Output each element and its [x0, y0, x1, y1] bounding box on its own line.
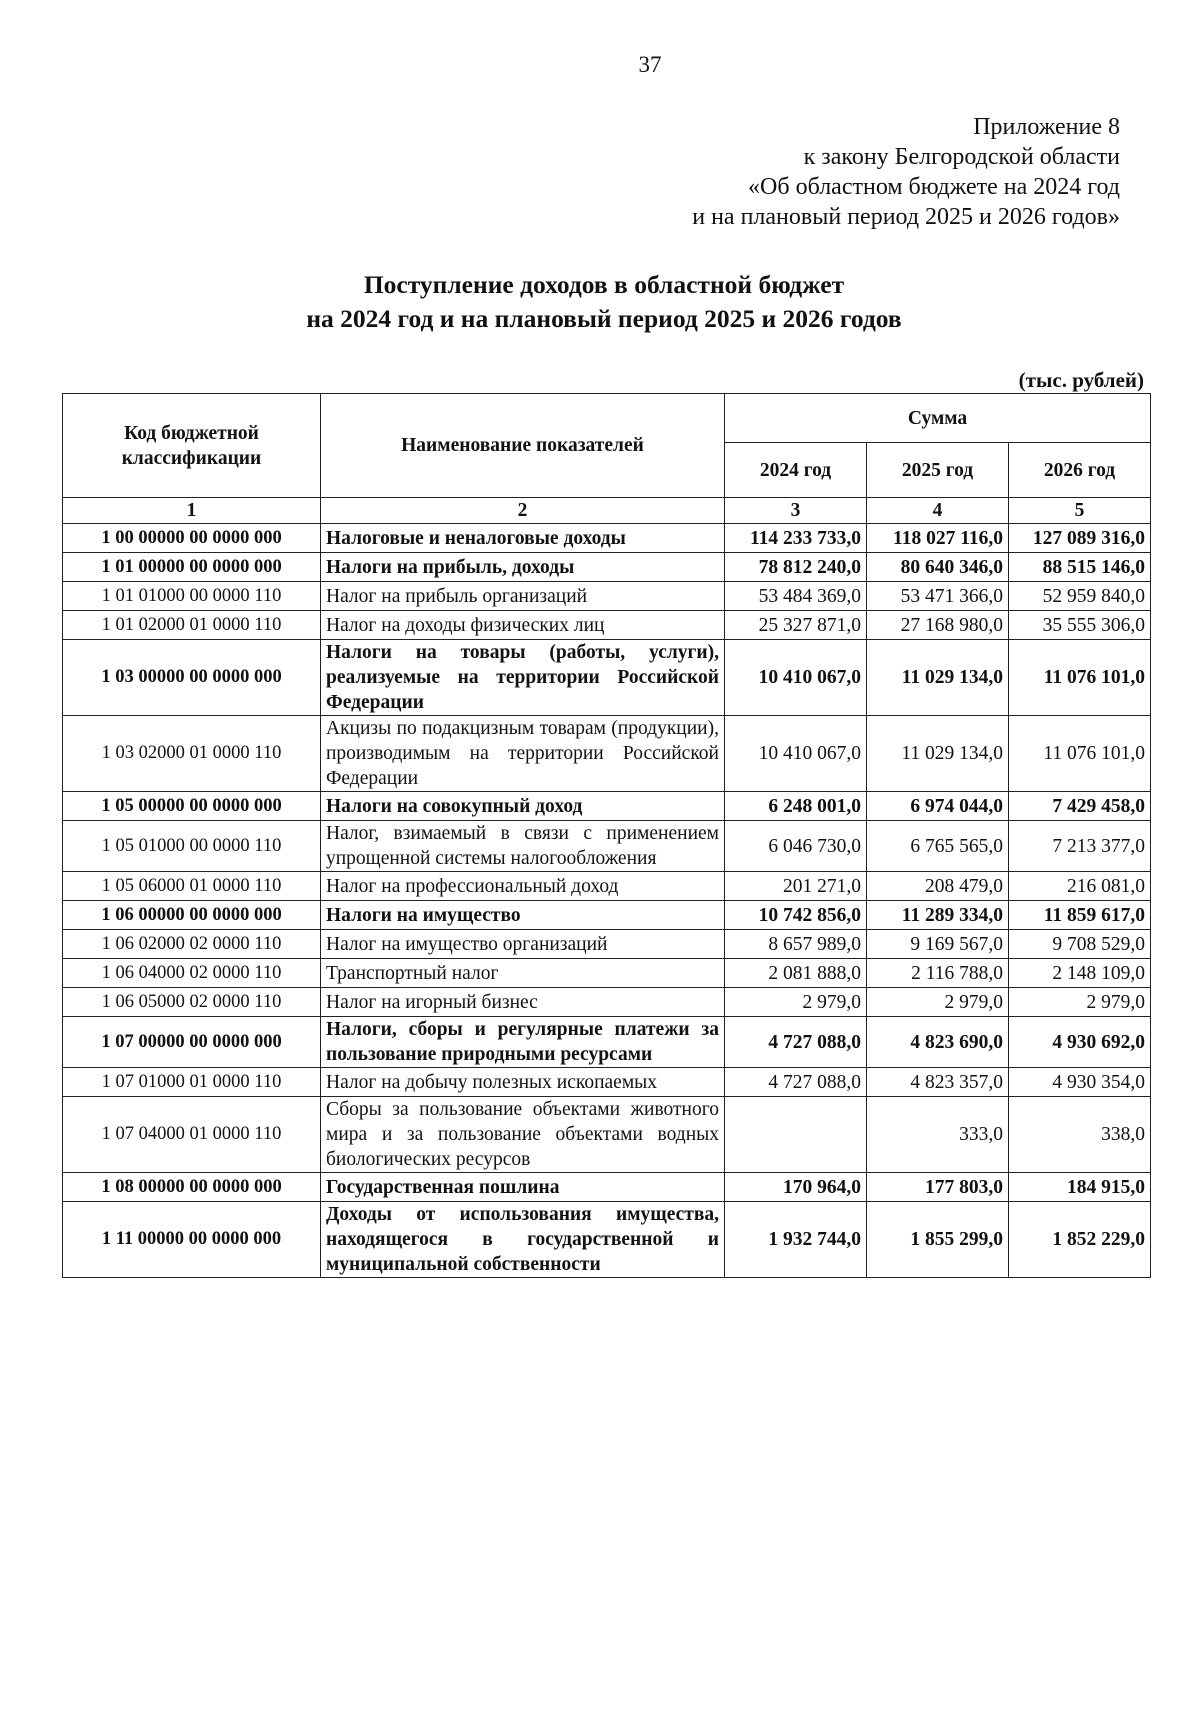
- row-name-cell: Налоги, сборы и регулярные платежи за пользование природными ресурсами: [321, 1017, 725, 1068]
- row-value-2024: 6 046 730,0: [725, 821, 867, 872]
- row-value-2026: 7 213 377,0: [1009, 821, 1151, 872]
- row-code-cell: 1 05 00000 00 0000 000: [63, 792, 321, 821]
- header-year-2024: 2024 год: [725, 443, 867, 498]
- row-code-cell: 1 06 02000 02 0000 110: [63, 930, 321, 959]
- row-value-2024: 114 233 733,0: [725, 524, 867, 553]
- column-number: 5: [1009, 498, 1151, 524]
- row-name-cell: Налоги на товары (работы, услуги), реализуемые на территории Российской Федерации: [321, 640, 725, 716]
- header-code: Код бюджетной классификации: [63, 394, 321, 498]
- row-value-2024: 170 964,0: [725, 1173, 867, 1202]
- row-value-2026: 11 076 101,0: [1009, 716, 1151, 792]
- row-value-2024: 8 657 989,0: [725, 930, 867, 959]
- row-value-2024: 10 742 856,0: [725, 901, 867, 930]
- row-name-cell: Налоги на прибыль, доходы: [321, 553, 725, 582]
- appendix-line: и на плановый период 2025 и 2026 годов»: [692, 204, 1120, 230]
- revenue-table: [62, 393, 1151, 1278]
- table-row: [63, 1068, 1151, 1097]
- row-code-cell: 1 03 00000 00 0000 000: [63, 640, 321, 716]
- row-value-2024: 2 081 888,0: [725, 959, 867, 988]
- row-name-cell: Налоговые и неналоговые доходы: [321, 524, 725, 553]
- row-value-2026: 52 959 840,0: [1009, 582, 1151, 611]
- row-code-cell: 1 08 00000 00 0000 000: [63, 1173, 321, 1202]
- row-name-cell: Налог на имущество организаций: [321, 930, 725, 959]
- row-code-cell: 1 00 00000 00 0000 000: [63, 524, 321, 553]
- row-value-2026: 4 930 354,0: [1009, 1068, 1151, 1097]
- row-value-2026: 216 081,0: [1009, 872, 1151, 901]
- row-name-cell: Налоги на совокупный доход: [321, 792, 725, 821]
- column-number: 4: [867, 498, 1009, 524]
- row-value-2025: 118 027 116,0: [867, 524, 1009, 553]
- row-name-cell: Налог на профессиональный доход: [321, 872, 725, 901]
- row-value-2025: 11 029 134,0: [867, 640, 1009, 716]
- row-name-cell: Налог на добычу полезных ископаемых: [321, 1068, 725, 1097]
- row-name-cell: Налог на доходы физических лиц: [321, 611, 725, 640]
- row-name-cell: Государственная пошлина: [321, 1173, 725, 1202]
- row-value-2024: 10 410 067,0: [725, 640, 867, 716]
- row-name-cell: Сборы за пользование объектами животного мира и за пользование объектами водных биологических ресурсов: [321, 1097, 725, 1173]
- column-numbers-row: [63, 498, 1151, 524]
- header-name: Наименование показателей: [321, 394, 725, 498]
- row-name-cell: Доходы от использования имущества, находящегося в государственной и муниципальной собственности: [321, 1202, 725, 1278]
- row-name-cell: Акцизы по подакцизным товарам (продукции), производимым на территории Российской Федерации: [321, 716, 725, 792]
- table-row: [63, 988, 1151, 1017]
- row-value-2025: 4 823 357,0: [867, 1068, 1009, 1097]
- row-value-2024: 25 327 871,0: [725, 611, 867, 640]
- table-row: [63, 1202, 1151, 1278]
- row-value-2025: 177 803,0: [867, 1173, 1009, 1202]
- row-value-2026: 1 852 229,0: [1009, 1202, 1151, 1278]
- row-value-2024: 4 727 088,0: [725, 1068, 867, 1097]
- row-name-cell: Налог, взимаемый в связи с применением упрощенной системы налогообложения: [321, 821, 725, 872]
- table-row: [63, 901, 1151, 930]
- row-value-2026: 4 930 692,0: [1009, 1017, 1151, 1068]
- row-value-2025: 11 289 334,0: [867, 901, 1009, 930]
- row-value-2024: 10 410 067,0: [725, 716, 867, 792]
- table-row: [63, 1173, 1151, 1202]
- row-code-cell: 1 01 01000 00 0000 110: [63, 582, 321, 611]
- row-name-cell: Налог на игорный бизнес: [321, 988, 725, 1017]
- row-code-cell: 1 06 05000 02 0000 110: [63, 988, 321, 1017]
- document-title: [62, 268, 1146, 336]
- header-sum: Сумма: [725, 394, 1151, 443]
- row-value-2025: 27 168 980,0: [867, 611, 1009, 640]
- row-value-2026: 35 555 306,0: [1009, 611, 1151, 640]
- title-line: Поступление доходов в областной бюджет: [363, 270, 845, 299]
- table-row: [63, 959, 1151, 988]
- row-code-cell: 1 06 00000 00 0000 000: [63, 901, 321, 930]
- row-value-2024: 1 932 744,0: [725, 1202, 867, 1278]
- row-code-cell: 1 01 00000 00 0000 000: [63, 553, 321, 582]
- row-value-2025: 1 855 299,0: [867, 1202, 1009, 1278]
- header-year-2025: 2025 год: [867, 443, 1009, 498]
- row-value-2025: 9 169 567,0: [867, 930, 1009, 959]
- appendix-line: к закону Белгородской области: [803, 144, 1120, 170]
- table-row: [63, 1017, 1151, 1068]
- row-value-2024: 4 727 088,0: [725, 1017, 867, 1068]
- appendix-header: [692, 112, 1120, 232]
- row-value-2026: 11 076 101,0: [1009, 640, 1151, 716]
- table-row: [63, 553, 1151, 582]
- table-row: [63, 872, 1151, 901]
- row-value-2025: 6 974 044,0: [867, 792, 1009, 821]
- row-code-cell: 1 07 04000 01 0000 110: [63, 1097, 321, 1173]
- row-code-cell: 1 03 02000 01 0000 110: [63, 716, 321, 792]
- row-value-2024: 2 979,0: [725, 988, 867, 1017]
- row-code-cell: 1 07 00000 00 0000 000: [63, 1017, 321, 1068]
- column-number: 2: [321, 498, 725, 524]
- row-value-2025: 4 823 690,0: [867, 1017, 1009, 1068]
- row-code-cell: 1 05 06000 01 0000 110: [63, 872, 321, 901]
- row-name-cell: Транспортный налог: [321, 959, 725, 988]
- row-value-2025: 6 765 565,0: [867, 821, 1009, 872]
- table-row: [63, 930, 1151, 959]
- row-value-2025: 333,0: [867, 1097, 1009, 1173]
- row-value-2026: 11 859 617,0: [1009, 901, 1151, 930]
- row-value-2026: 2 148 109,0: [1009, 959, 1151, 988]
- row-value-2024: 78 812 240,0: [725, 553, 867, 582]
- units-label: (тыс. рублей): [1018, 368, 1144, 392]
- row-value-2026: 9 708 529,0: [1009, 930, 1151, 959]
- table-row: [63, 716, 1151, 792]
- column-number: 3: [725, 498, 867, 524]
- row-value-2025: 80 640 346,0: [867, 553, 1009, 582]
- table-row: [63, 611, 1151, 640]
- row-value-2025: 2 979,0: [867, 988, 1009, 1017]
- row-value-2024: [725, 1097, 867, 1173]
- row-value-2024: 201 271,0: [725, 872, 867, 901]
- row-code-cell: 1 05 01000 00 0000 110: [63, 821, 321, 872]
- table-row: [63, 1097, 1151, 1173]
- appendix-line: «Об областном бюджете на 2024 год: [748, 174, 1120, 200]
- row-value-2026: 2 979,0: [1009, 988, 1151, 1017]
- row-value-2026: 338,0: [1009, 1097, 1151, 1173]
- table-row: [63, 524, 1151, 553]
- row-value-2026: 88 515 146,0: [1009, 553, 1151, 582]
- table-row: [63, 792, 1151, 821]
- row-value-2024: 53 484 369,0: [725, 582, 867, 611]
- row-name-cell: Налоги на имущество: [321, 901, 725, 930]
- table-row: [63, 821, 1151, 872]
- header-year-2026: 2026 год: [1009, 443, 1151, 498]
- page-number: 37: [638, 52, 662, 77]
- column-number: 1: [63, 498, 321, 524]
- row-code-cell: 1 06 04000 02 0000 110: [63, 959, 321, 988]
- row-value-2025: 11 029 134,0: [867, 716, 1009, 792]
- row-code-cell: 1 01 02000 01 0000 110: [63, 611, 321, 640]
- row-value-2026: 7 429 458,0: [1009, 792, 1151, 821]
- table-row: [63, 640, 1151, 716]
- row-value-2026: 184 915,0: [1009, 1173, 1151, 1202]
- row-value-2025: 208 479,0: [867, 872, 1009, 901]
- row-code-cell: 1 07 01000 01 0000 110: [63, 1068, 321, 1097]
- row-value-2025: 53 471 366,0: [867, 582, 1009, 611]
- appendix-line: Приложение 8: [973, 114, 1120, 140]
- row-value-2024: 6 248 001,0: [725, 792, 867, 821]
- row-value-2025: 2 116 788,0: [867, 959, 1009, 988]
- table-row: [63, 582, 1151, 611]
- row-name-cell: Налог на прибыль организаций: [321, 582, 725, 611]
- row-code-cell: 1 11 00000 00 0000 000: [63, 1202, 321, 1278]
- row-value-2026: 127 089 316,0: [1009, 524, 1151, 553]
- title-line: на 2024 год и на плановый период 2025 и 2026 годов: [306, 304, 902, 333]
